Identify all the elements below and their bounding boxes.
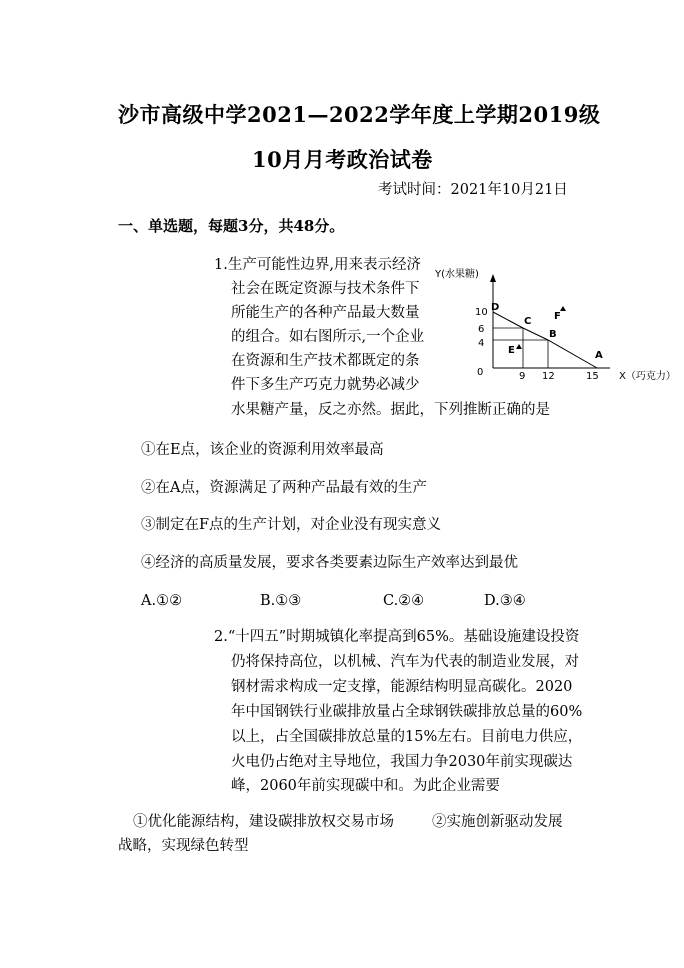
title-line-2: 10月月考政治试卷 — [252, 147, 433, 172]
q1-option-4: ④经济的高质量发展，要求各类要素边际生产效率达到最优 — [141, 555, 518, 571]
y-tick-6: 6 — [478, 324, 485, 335]
q1-option-2: ②在A点，资源满足了两种产品最有效的生产 — [141, 480, 427, 496]
q1-line-3: 所能生产的各种产品最大数量 — [231, 305, 420, 321]
q1-line-7: 水果糖产量，反之亦然。据此，下列推断正确的是 — [231, 402, 550, 418]
q2-line-4: 年中国钢铁行业碳排放量占全球钢铁碳排放总量的60% — [231, 704, 583, 720]
y-axis-arrow — [490, 274, 496, 282]
point-b-label: B — [549, 329, 557, 340]
q2-line-5: 以上，占全国碳排放总量的15%左右。目前电力供应， — [231, 729, 583, 745]
point-c-label: C — [524, 316, 532, 327]
q2-option-2-continued: 战略，实现绿色转型 — [118, 838, 249, 854]
q2-line-6: 火电仍占绝对主导地位，我国力争2030年前实现碳达 — [231, 754, 573, 770]
point-e-marker — [516, 344, 522, 349]
q2-line-3: 钢材需求构成一定支撑，能源结构明显高碳化。2020 — [231, 679, 573, 695]
x-axis-label: X（巧克力） — [619, 371, 676, 382]
x-tick-12: 12 — [542, 371, 555, 382]
q1-line-4: 的组合。如右图所示,一个企业 — [231, 329, 425, 345]
q1-line-1: 1.生产可能性边界,用来表示经济 — [214, 257, 421, 273]
q2-option-1: ①优化能源结构，建设碳排放权交易市场 — [133, 814, 394, 830]
q1-option-3: ③制定在F点的生产计划，对企业没有现实意义 — [141, 517, 442, 533]
q2-line-1: 2.“十四五”时期城镇化率提高到65%。基础设施建设投资 — [214, 629, 580, 645]
q2-line-7: 峰，2060年前实现碳中和。为此企业需要 — [231, 778, 500, 794]
y-tick-4: 4 — [478, 338, 485, 349]
exam-time: 考试时间：2021年10月21日 — [378, 182, 568, 198]
point-e-label: E — [508, 345, 515, 356]
q2-line-2: 仍将保持高位，以机械、汽车为代表的制造业发展，对 — [231, 654, 579, 670]
point-f-label: F — [554, 311, 561, 322]
q1-choice-a: A.①② — [141, 593, 183, 609]
q1-line-6: 件下多生产巧克力就势必减少 — [231, 377, 420, 393]
point-d-label: D — [491, 302, 500, 313]
point-f-marker — [560, 306, 566, 311]
x-tick-15: 15 — [586, 371, 599, 382]
q1-line-2: 社会在既定资源与技术条件下 — [231, 281, 420, 297]
q1-choice-c: C.②④ — [383, 593, 425, 609]
q1-line-5: 在资源和生产技术都既定的条 — [231, 353, 420, 369]
q2-option-2: ②实施创新驱动发展 — [432, 814, 563, 830]
q1-choice-d: D.③④ — [484, 593, 526, 609]
y-tick-10: 10 — [475, 307, 488, 318]
q1-option-1: ①在E点，该企业的资源利用效率最高 — [141, 442, 384, 458]
production-possibility-graph — [425, 260, 684, 390]
origin-label: 0 — [477, 367, 484, 378]
title-line-1: 沙市高级中学2021—2022学年度上学期2019级 — [118, 102, 601, 127]
point-a-label: A — [595, 350, 603, 361]
y-axis-label: Y(水果糖) — [435, 269, 479, 280]
section-heading: 一、单选题，每题3分，共48分。 — [118, 217, 345, 235]
q1-choice-b: B.①③ — [260, 593, 302, 609]
x-tick-9: 9 — [519, 371, 526, 382]
